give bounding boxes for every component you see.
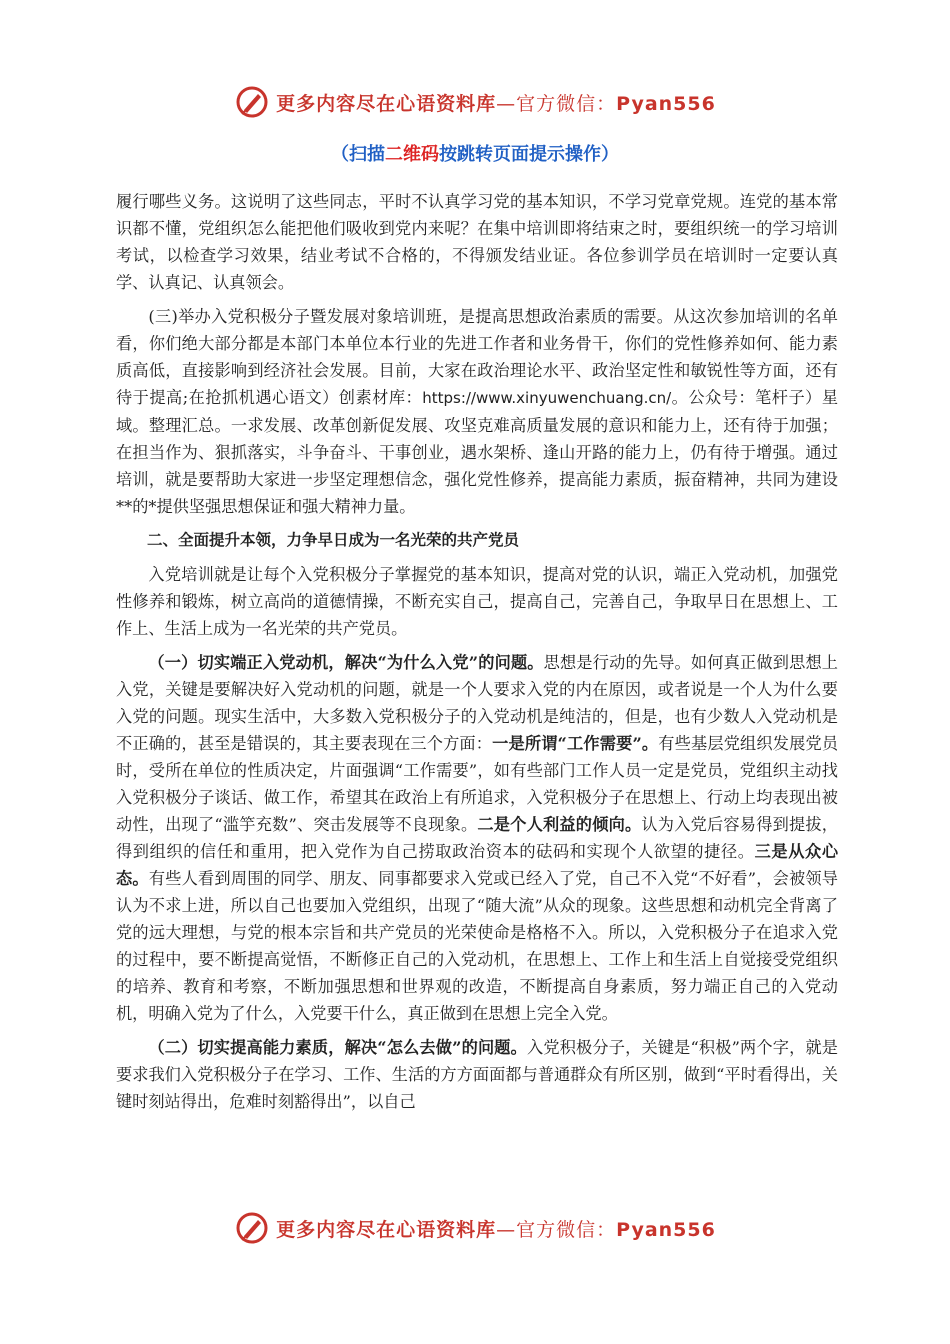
pen-logo-icon [234,84,270,120]
banner-text: 更多内容尽在心语资料库—官方微信：Pyan556 [276,1218,716,1241]
pen-logo-icon [234,1210,270,1246]
article-body [116,188,838,1122]
paragraph: 入党培训就是让每个入党积极分子掌握党的基本知识，提高对党的认识，端正入党动机，加强党性修养和锻炼，树立高尚的道德情操，不断充实自己，提高自己，完善自己，争取早日在思想上、工作上、生活上成为一名光荣的共产党员。 [116,565,838,638]
footer-banner[interactable] [0,1206,950,1250]
section-heading: 二、全面提升本领，力争早日成为一名光荣的共产党员 [147,531,520,549]
paragraph: （二）切实提高能力素质，解决“怎么去做”的问题。入党积极分子，关键是“积极”两个字，就是要求我们入党积极分子在学习、工作、生活的方方面面都与普通群众有所区别，做到“平时看得出，关键时刻站得出，危难时刻豁得出”，以自己 [116,1038,838,1111]
source-link[interactable]: https://www.xinyuwenchuang.cn/ [422,389,672,407]
paragraph: （一）切实端正入党动机，解决“为什么入党”的问题。思想是行动的先导。如何真正做到思想上入党，关键是要解决好入党动机的问题，就是一个人要求入党的内在原因，或者说是一个人为什么要入党的问题。现实生活中，大多数入党积极分子的入党动机是纯洁的，但是，也有少数人入党动机是不正确的，甚至是错误的，其主要表现在三个方面：一是所谓“工作需要”。有些基层党组织发展党员时，受所在单位的性质决定，片面强调“工作需要”，如有些部门工作人员一定是党员，党组织主动找入党积极分子谈话、做工作，希望其在政治上有所追求，入党积极分子在思想上、行动上均表现出被动性，出现了“滥竽充数”、突击发展等不良现象。二是个人利益的倾向。认为入党后容易得到提拔，得到组织的信任和重用，把入党作为自己捞取政治资本的砝码和实现个人欲望的捷径。三是从众心态。有些人看到周围的同学、朋友、同事都要求入党或已经入了党，自己不入党“不好看”，会被领导认为不求上进，所以自己也要加入党组织，出现了“随大流”从众的现象。这些思想和动机完全背离了党的远大理想，与党的根本宗旨和共产党员的光荣使命是格格不入。所以，入党积极分子在追求入党的过程中，要不断提高觉悟，不断修正自己的入党动机，在思想上、工作上和生活上自觉接受党组织的培养、教育和考察，不断加强思想和世界观的改造，不断提高自身素质，努力端正自己的入党动机，明确入党为了什么，入党要干什么，真正做到在思想上完全入党。 [116,653,839,1023]
header-banner[interactable] [0,80,950,124]
paragraph: (三)举办入党积极分子暨发展对象培训班，是提高思想政治素质的需要。从这次参加培训的名单看，你们绝大部分都是本部门本单位本行业的先进工作者和业务骨干，你们的党性修养如何、能力素质高低，直接影响到经济社会发展。目前，大家在政治理论水平、政治坚定性和敏锐性等方面，还有待于提高;在抢抓机遇心语文）创素材库：https://www.xinyuwenchuang.cn/。公众号：笔杆子）星域。整理汇总。一求发展、改革创新促发展、攻坚克难高质量发展的意识和能力上，还有待于加强；在担当作为、狠抓落实，斗争奋斗、干事创业，遇水架桥、逢山开路的能力上，仍有待于增强。通过培训，就是要帮助大家进一步坚定理想信念，强化党性修养，提高能力素质，振奋精神，共同为建设**的*提供坚强思想保证和强大精神力量。 [116,307,839,516]
banner-text: 更多内容尽在心语资料库—官方微信：Pyan556 [276,92,716,115]
paragraph: 履行哪些义务。这说明了这些同志，平时不认真学习党的基本知识，不学习党章党规。连党的基本常识都不懂，党组织怎么能把他们吸收到党内来呢？在集中培训即将结束之时，要组织统一的学习培训考试，以检查学习效果，结业考试不合格的，不得颁发结业证。各位参训学员在培训时一定要认真学、认真记、认真领会。 [116,192,838,292]
scan-hint: （扫描二维码按跳转页面提示操作） [331,144,619,165]
